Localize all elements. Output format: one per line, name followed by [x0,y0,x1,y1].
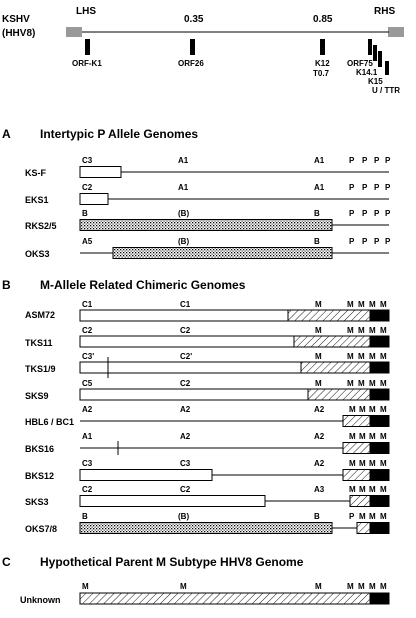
gene-label-k12: K12 [315,59,330,68]
genome-name: TKS11 [25,338,53,348]
genome-row-eks1 [25,183,391,205]
segment-hatched [301,362,370,373]
rhs-label: RHS [374,6,396,17]
segment-label-middle: C1 [180,300,191,309]
segment-label-middle: A1 [178,183,189,192]
genome-row-sks9 [25,379,389,401]
segment-open [80,470,212,481]
allele-label-2: M [359,432,366,441]
segment-open [80,389,308,400]
allele-label-1: P [349,237,355,246]
gene-marker-k14 [373,45,377,61]
segment-hatched [350,496,370,507]
gene-marker-orf-k1 [85,39,90,55]
segment-label-right: B [314,209,320,218]
segment-label-right: A2 [314,459,325,468]
allele-label-2: M [359,459,366,468]
allele-label-3: P [374,183,380,192]
segment-solid [370,470,389,481]
segment-label-left: A5 [82,237,93,246]
allele-label-4: P [385,209,391,218]
allele-label-3: M [369,432,376,441]
allele-label-3: M [369,300,376,309]
segment-stippled [80,220,332,231]
segment-label-middle: M [180,582,187,591]
segment-stippled [80,523,332,534]
allele-label-1: P [349,512,355,521]
genome-row-oks7-8 [25,512,389,534]
segment-solid [370,523,389,534]
segment-label-left: C2 [82,326,93,335]
segment-solid [370,496,389,507]
allele-label-1: M [347,300,354,309]
segment-label-right: M [315,352,322,361]
gene-label-orf26: ORF26 [178,59,204,68]
segment-label-left: C3 [82,459,93,468]
segment-solid [370,443,389,454]
genome-label-hhv8: (HHV8) [2,28,36,39]
gene-label-k15: K15 [368,77,383,86]
segment-label-middle: (B) [178,512,190,521]
segment-open [80,362,301,373]
segment-open [80,336,294,347]
allele-label-4: M [380,300,387,309]
segment-label-left: C5 [82,379,93,388]
genome-name: TKS1/9 [25,364,56,374]
segment-label-left: C3' [82,352,95,361]
segment-label-middle: C2 [180,379,191,388]
genome-name: KS-F [25,168,46,178]
segment-stippled [113,248,332,259]
segment-open [80,167,121,178]
genome-name: SKS3 [25,497,49,507]
lhs-repeat-ticks [67,27,81,37]
segment-label-right: M [315,379,322,388]
segment-solid [370,593,389,604]
gene-marker-orf75 [368,39,372,55]
allele-label-4: P [385,156,391,165]
allele-label-1: M [349,432,356,441]
allele-label-4: M [380,379,387,388]
segment-label-right: A1 [314,156,325,165]
allele-label-3: P [374,209,380,218]
segment-label-middle: C2 [180,326,191,335]
gene-label-orf75: ORF75 [347,59,373,68]
genome-row-bks16 [25,432,389,455]
segment-open [80,310,288,321]
allele-label-3: M [369,582,376,591]
position-0-85: 0.85 [313,14,333,25]
gene-label-u-ttr: U / TTR [372,86,400,95]
allele-label-4: M [380,459,387,468]
genome-map [2,6,403,95]
genome-row-bks12 [25,459,389,481]
segment-hatched [343,443,370,454]
allele-label-1: M [347,352,354,361]
gene-label-t0-7: T0.7 [313,69,330,78]
allele-label-3: P [374,156,380,165]
allele-label-4: M [380,485,387,494]
segment-label-middle: C3 [180,459,191,468]
segment-hatched [357,523,370,534]
segment-label-left: C2 [82,485,93,494]
segment-label-right: A1 [314,183,325,192]
segment-label-middle: A2 [180,432,191,441]
allele-label-2: P [362,209,368,218]
segment-hatched [343,470,370,481]
segment-open [80,496,265,507]
gene-marker-k12 [320,39,325,55]
genome-row-sks3 [25,485,389,507]
allele-label-4: M [380,405,387,414]
segment-label-middle: C2' [180,352,193,361]
segment-label-right: A3 [314,485,325,494]
genome-name: OKS7/8 [25,524,58,534]
allele-label-4: M [380,432,387,441]
allele-label-4: P [385,183,391,192]
segment-label-right: A2 [314,432,325,441]
segment-hatched [288,310,370,321]
segment-label-left: C3 [82,156,93,165]
genome-label-kshv: KSHV [2,14,30,25]
allele-label-1: M [349,485,356,494]
genome-name: BKS12 [25,471,55,481]
allele-label-3: P [374,237,380,246]
allele-label-3: M [369,405,376,414]
gene-label-orf-k1: ORF-K1 [72,59,102,68]
section-a-letter: A [2,127,11,141]
gene-label-k14-1: K14.1 [356,68,378,77]
allele-label-2: M [358,379,365,388]
allele-label-2: M [359,405,366,414]
allele-label-1: M [347,582,354,591]
segment-label-right: B [314,237,320,246]
segment-solid [370,416,389,427]
allele-label-1: M [347,326,354,335]
allele-label-1: P [349,209,355,218]
segment-label-middle: A2 [180,405,191,414]
section-b-letter: B [2,278,11,292]
genome-name: SKS9 [25,391,49,401]
genome-row-tks1-9 [25,352,389,378]
segment-solid [370,310,389,321]
gene-marker-u-ttr [385,61,389,75]
allele-label-3: M [369,459,376,468]
segment-label-right: B [314,512,320,521]
allele-label-2: P [362,237,368,246]
allele-label-4: M [380,582,387,591]
segment-label-left: C1 [82,300,93,309]
segment-solid [370,362,389,373]
segment-label-left: M [82,582,89,591]
allele-label-2: M [359,512,366,521]
segment-label-right: M [315,300,322,309]
genome-row-tks11 [25,326,389,348]
genome-name: EKS1 [25,195,49,205]
allele-label-4: M [380,352,387,361]
section-a-title: Intertypic P Allele Genomes [40,127,199,141]
segment-label-left: A2 [82,405,93,414]
allele-label-3: M [369,379,376,388]
genome-row-asm72 [25,300,389,321]
segment-label-middle: A1 [178,156,189,165]
segment-solid [370,336,389,347]
segment-label-middle: (B) [178,209,190,218]
section-c-letter: C [2,555,11,569]
allele-label-2: M [359,485,366,494]
genome-name: OKS3 [25,249,50,259]
segment-label-right: M [315,326,322,335]
section-c [2,555,389,605]
allele-label-3: M [369,352,376,361]
gene-marker-k15 [378,51,382,67]
position-0-35: 0.35 [184,14,204,25]
rhs-repeat-ticks [389,27,403,37]
allele-label-2: M [358,326,365,335]
section-b [2,278,389,534]
genome-name: RKS2/5 [25,221,57,231]
genome-name: BKS16 [25,444,55,454]
allele-label-1: P [349,156,355,165]
allele-label-3: M [369,326,376,335]
allele-label-2: P [362,183,368,192]
allele-label-2: M [358,300,365,309]
segment-label-middle: (B) [178,237,190,246]
segment-label-left: C2 [82,183,93,192]
allele-label-3: M [369,485,376,494]
section-b-title: M-Allele Related Chimeric Genomes [40,278,246,292]
genome-row-rks2-5 [25,209,391,231]
genome-name: Unknown [20,595,61,605]
segment-hatched [80,593,370,604]
allele-label-2: M [358,582,365,591]
allele-label-2: M [358,352,365,361]
allele-label-4: P [385,237,391,246]
lhs-label: LHS [76,6,96,17]
segment-label-right: A2 [314,405,325,414]
segment-solid [370,389,389,400]
segment-label-left: A1 [82,432,93,441]
genome-row-ks-f [25,156,391,178]
segment-open [80,194,108,205]
genome-name: HBL6 / BC1 [25,417,75,427]
genome-row-unknown [20,582,389,605]
segment-label-middle: C2 [180,485,191,494]
allele-label-4: M [380,326,387,335]
genome-row-oks3 [25,237,391,259]
genome-name: ASM72 [25,310,56,320]
segment-label-left: B [82,512,88,521]
genome-row-hbl6-bc1 [25,405,389,427]
allele-label-2: P [362,156,368,165]
allele-label-1: M [349,459,356,468]
allele-label-1: M [347,379,354,388]
allele-label-1: P [349,183,355,192]
allele-label-4: M [380,512,387,521]
segment-label-right: M [315,582,322,591]
segment-label-left: B [82,209,88,218]
section-c-title: Hypothetical Parent M Subtype HHV8 Genome [40,555,304,569]
segment-hatched [294,336,370,347]
gene-marker-orf26 [190,39,195,55]
segment-hatched [343,416,370,427]
allele-label-3: M [369,512,376,521]
allele-label-1: M [349,405,356,414]
segment-hatched [308,389,370,400]
section-a [2,127,391,259]
